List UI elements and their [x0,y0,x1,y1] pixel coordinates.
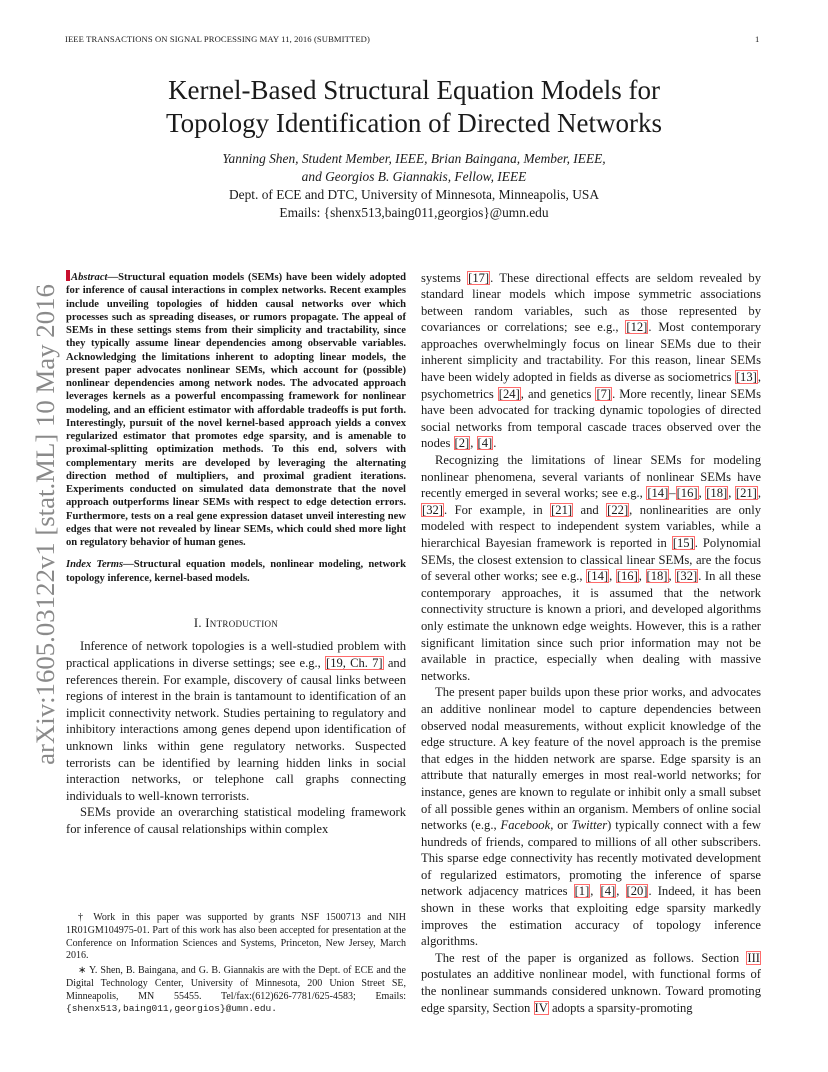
authors-line-2: and Georgios B. Giannakis, Fellow, IEEE [301,168,527,184]
citation-link[interactable]: [4] [600,884,616,899]
running-head: IEEE TRANSACTIONS ON SIGNAL PROCESSING MAY 11, 2016 (SUBMITTED) [65,34,370,44]
section-heading: I. Introduction [193,615,279,630]
index-terms-text: —Structural equation models, nonlinear modeling, network topology inference, kernel-based models. [66,559,406,584]
affiliation [60,186,768,222]
twitter-term: Twitter [571,818,608,833]
footnotes [66,912,406,1018]
citation-link[interactable]: [14] [587,569,609,584]
intro-paragraph-1 [66,638,406,804]
annotation-marker-icon[interactable] [66,270,70,281]
citation-link[interactable]: [32] [422,502,443,517]
intro-paragraph-2: SEMs provide an overarching statistical modeling framework for inference of causal relationships within complex [66,805,406,836]
citation-link[interactable]: [20] [626,884,648,899]
facebook-term: Facebook [500,818,551,833]
page-number: 1 [755,34,760,44]
citation-link[interactable]: [21] [735,486,757,501]
authors-line-1: Yanning Shen, Student Member, IEEE, Brian Baingana, Member, IEEE, [222,151,606,166]
citation-link[interactable]: [18] [646,569,668,584]
citation-link[interactable]: [12] [626,320,648,335]
section-link[interactable]: III [747,950,760,965]
arxiv-identifier[interactable]: arXiv:1605.03122v1 [stat.ML] 10 May 2016 [30,284,60,765]
footnote-emails: {shenx513,baing011,georgios}@umn.edu. [66,1003,277,1015]
body-text: Inference of network topologies is a well-studied problem with practical applications in diverse settings; see e.g., [66,639,406,670]
citation-link[interactable]: [32] [676,569,698,584]
citation-link[interactable]: [17] [468,270,490,285]
index-terms-lead: Index Terms [66,559,124,571]
arxiv-sidebar [0,272,65,777]
citation-link[interactable]: [13] [735,370,757,385]
left-column [66,270,406,837]
citation-link[interactable]: [19, Ch. 7] [326,655,383,670]
title-line-1: Kernel-Based Structural Equation Models for [168,75,660,105]
citation-link[interactable]: [21] [551,502,573,517]
footnote-affiliation [66,965,406,1016]
citation-link[interactable]: [24] [498,386,520,401]
abstract [66,270,406,549]
right-paragraph-3: The present paper builds upon these prior works, and advocates an additive nonlinear model to capture dependencies between observed nodal measurements, without explicit knowledge of the edge structure. A key feature of the novel approach is the premise that edges in the hidden network are sparse. Edge sparsity is an attribute that naturally emerges in most real-world networks; for instance, genes are known to regulate or inhibit only a small subset of all possible genes within an organism. Members of online social networks (e.g., Facebook, or Twitter) typically connect with a few hundreds of friends, compared to millions of all other subscribers. This sparse edge connectivity has recently motivated development of regularized estimators, promoting the inference of sparse network adjacency matrices [1], [4], [20]. Indeed, it has been shown in these works that exploiting edge sparsity markedly improves the estimation accuracy of topology inference algorithms. [421,685,762,949]
body-text: and references therein. For example, discovery of causal links between regions of interest in the brain is tantamount to identification of an implicit connectivity network. Studies pertaining to regulatory and inhibitory interactions among genes depend upon identification of unknown links within gene regulatory networks. Suspected terrorists can be identified by learning hidden links in social interaction networks, or telephone call graphs connecting individuals to well-known terrorists. [66,655,407,803]
citation-link[interactable]: [14] [647,486,669,501]
author-list [60,150,768,186]
citation-link[interactable]: [22] [607,502,629,517]
citation-link[interactable]: [4] [477,436,493,451]
right-paragraph-4: The rest of the paper is organized as follows. Section III postulates an additive nonlinear model, with functional forms of the nonlinear summands considered unknown. Toward promoting edge sparsity, Section IV adopts a sparsity-promoting [421,950,761,1015]
department: Dept. of ECE and DTC, University of Minnesota, Minneapolis, USA [228,187,600,202]
author-emails: Emails: {shenx513,baing011,georgios}@umn.edu [279,204,549,220]
footnote-text: ∗ Y. Shen, B. Baingana, and G. B. Giannakis are with the Dept. of ECE and the Digital Technology Center, University of Minnesota, 200 Union Street SE, Minneapolis, MN 55455. Tel/fax:(612)626-7781/625-4583; Emails: [66,965,406,1002]
citation-link[interactable]: [16] [676,486,698,501]
citation-link[interactable]: [1] [574,884,590,899]
right-paragraph-1: systems [17]. These directional effects are seldom revealed by standard linear models which impose symmetric associations between random variables, such as those represented by covariances or correlations; see e.g., [12]. Most contemporary approaches overwhelmingly focus on linear SEMs due to their inherent simplicity and tractability. For this reason, linear SEMs have been widely adopted in fields as diverse as sociometrics [13], psychometrics [24], and genetics [7]. More recently, linear SEMs have been advocated for tracking dynamic topologies of directed social networks from temporal cascade traces observed over the nodes [2], [4]. [421,270,761,451]
index-terms [66,558,406,585]
abstract-lead: Abstract [71,272,108,283]
citation-link[interactable]: [7] [596,386,612,401]
right-paragraph-2: Recognizing the limitations of linear SEMs for modeling nonlinear phenomena, several variants of nonlinear SEMs have recently emerged in several works; see e.g., [14]–[16], [18], [21], [32]. For example, in [21] and [22], nonlinearities are only modeled with respect to independent system variables, while a hierarchical Bayesian framework is reported in [15]. Polynomial SEMs, the closest extension to classical linear SEMs, are the focus of several other works; see e.g., [14], [16], [18], [32]. In all these contemporary approaches, it is assumed that the network connectivity structure is known a priori, and developed algorithms only estimate the unknown edge weights. However, this is a rather significant limitation since such prior information may not be available in practice, especially when dealing with massive networks. [421,453,762,683]
section-link[interactable]: IV [534,1000,548,1015]
citation-link[interactable]: [2] [454,436,470,451]
citation-link[interactable]: [15] [672,536,694,550]
abstract-text: —Structural equation models (SEMs) have been widely adopted for inference of causal interactions in complex networks. Recent examples include unveiling topologies of hidden causal networks over which processes such as spreading diseases, or rumors propagate. The appeal of SEMs in these settings stems from their simplicity and tractability, since they typically assume linear dependencies among observable variables. Acknowledging the limitations inherent to adopting linear models, the present paper advocates nonlinear SEMs, which account for (possible) nonlinear dependencies among network nodes. The advocated approach leverages kernels as a powerful encompassing framework for nonlinear modeling, and an efficient estimator with affordable tradeoffs is put forth. Interestingly, pursuit of the novel kernel-based approach yields a convex regularized estimator that promotes edge sparsity, and is amenable to proximal-splitting optimization methods. To this end, solvers with complementary merits are developed by leveraging the alternating direction method of multipliers, and proximal gradient iterations. Experiments conducted on simulated data demonstrate that the novel approach outperforms linear SEMs with respect to edge detection errors. Furthermore, tests on a real gene expression dataset unveil interesting new edges that were not revealed by linear SEMs, which could shed more light on regulatory behavior of human genes. [66,272,406,548]
paper-title [60,74,768,140]
citation-link[interactable]: [16] [616,569,638,584]
citation-link[interactable]: [18] [706,486,728,501]
title-line-2: Topology Identification of Directed Networks [166,108,662,138]
footnote-funding: † Work in this paper was supported by grants NSF 1500713 and NIH 1R01GM104975-01. Part of this work has also been accepted for presentation at the Conference on Information Sciences and Systems, Princeton, New Jersey, March 2016. [66,912,406,962]
right-column [421,270,761,1017]
